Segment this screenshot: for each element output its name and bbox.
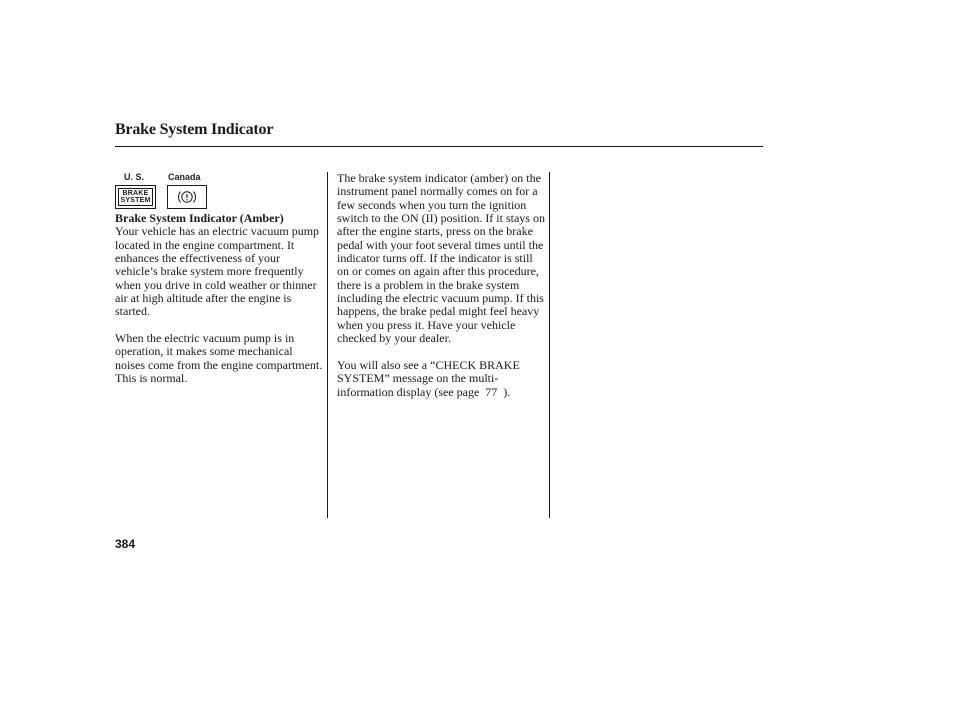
page-reference-link[interactable]: 77: [485, 384, 498, 399]
page-number: 384: [115, 537, 136, 551]
us-badge-line2: SYSTEM: [120, 197, 151, 204]
title-rule: [115, 146, 763, 147]
column-divider-right: [549, 172, 550, 518]
us-brake-system-indicator: [115, 185, 156, 209]
us-label: U. S.: [124, 172, 145, 182]
col1-paragraph-1: Your vehicle has an electric vacuum pump located in the engine compartment. It enhances the effectiveness of your vehicle’s brake system more frequently when you drive in cold weather or thinner air at high altitude after the engine is started.: [115, 224, 320, 319]
column-2-text: [337, 172, 547, 412]
col2-paragraph-2-suffix: ).: [503, 384, 511, 399]
us-badge-line1: BRAKE: [122, 190, 149, 197]
column-1-text: [115, 212, 325, 399]
col2-paragraph-2-prefix: You will also see a “CHECK BRAKE SYSTEM” message on the multi-information display (see page: [337, 357, 520, 399]
brake-exclamation-icon: [176, 188, 198, 206]
canada-brake-system-indicator: [167, 185, 207, 209]
col2-paragraph-2: [337, 359, 547, 399]
column-divider-left: [327, 172, 328, 518]
section-title: Brake System Indicator: [115, 121, 274, 138]
col1-paragraph-2: When the electric vacuum pump is in operation, it makes some mechanical noises come from the engine compartment. This is normal.: [115, 331, 323, 386]
col2-paragraph-1: The brake system indicator (amber) on the instrument panel normally comes on for a few seconds when you turn the ignition switch to the ON (II) position. If it stays on after the engine starts, press on the brake pedal with your foot several times until the indicator turns off. If the indicator is still on or comes on again after this procedure, there is a problem in the brake system including the electric vacuum pump. If this happens, the brake pedal might feel heavy when you press it. Have your vehicle checked by your dealer.: [337, 171, 545, 346]
canada-label: Canada: [168, 172, 201, 182]
subheading: Brake System Indicator (Amber): [115, 211, 284, 225]
